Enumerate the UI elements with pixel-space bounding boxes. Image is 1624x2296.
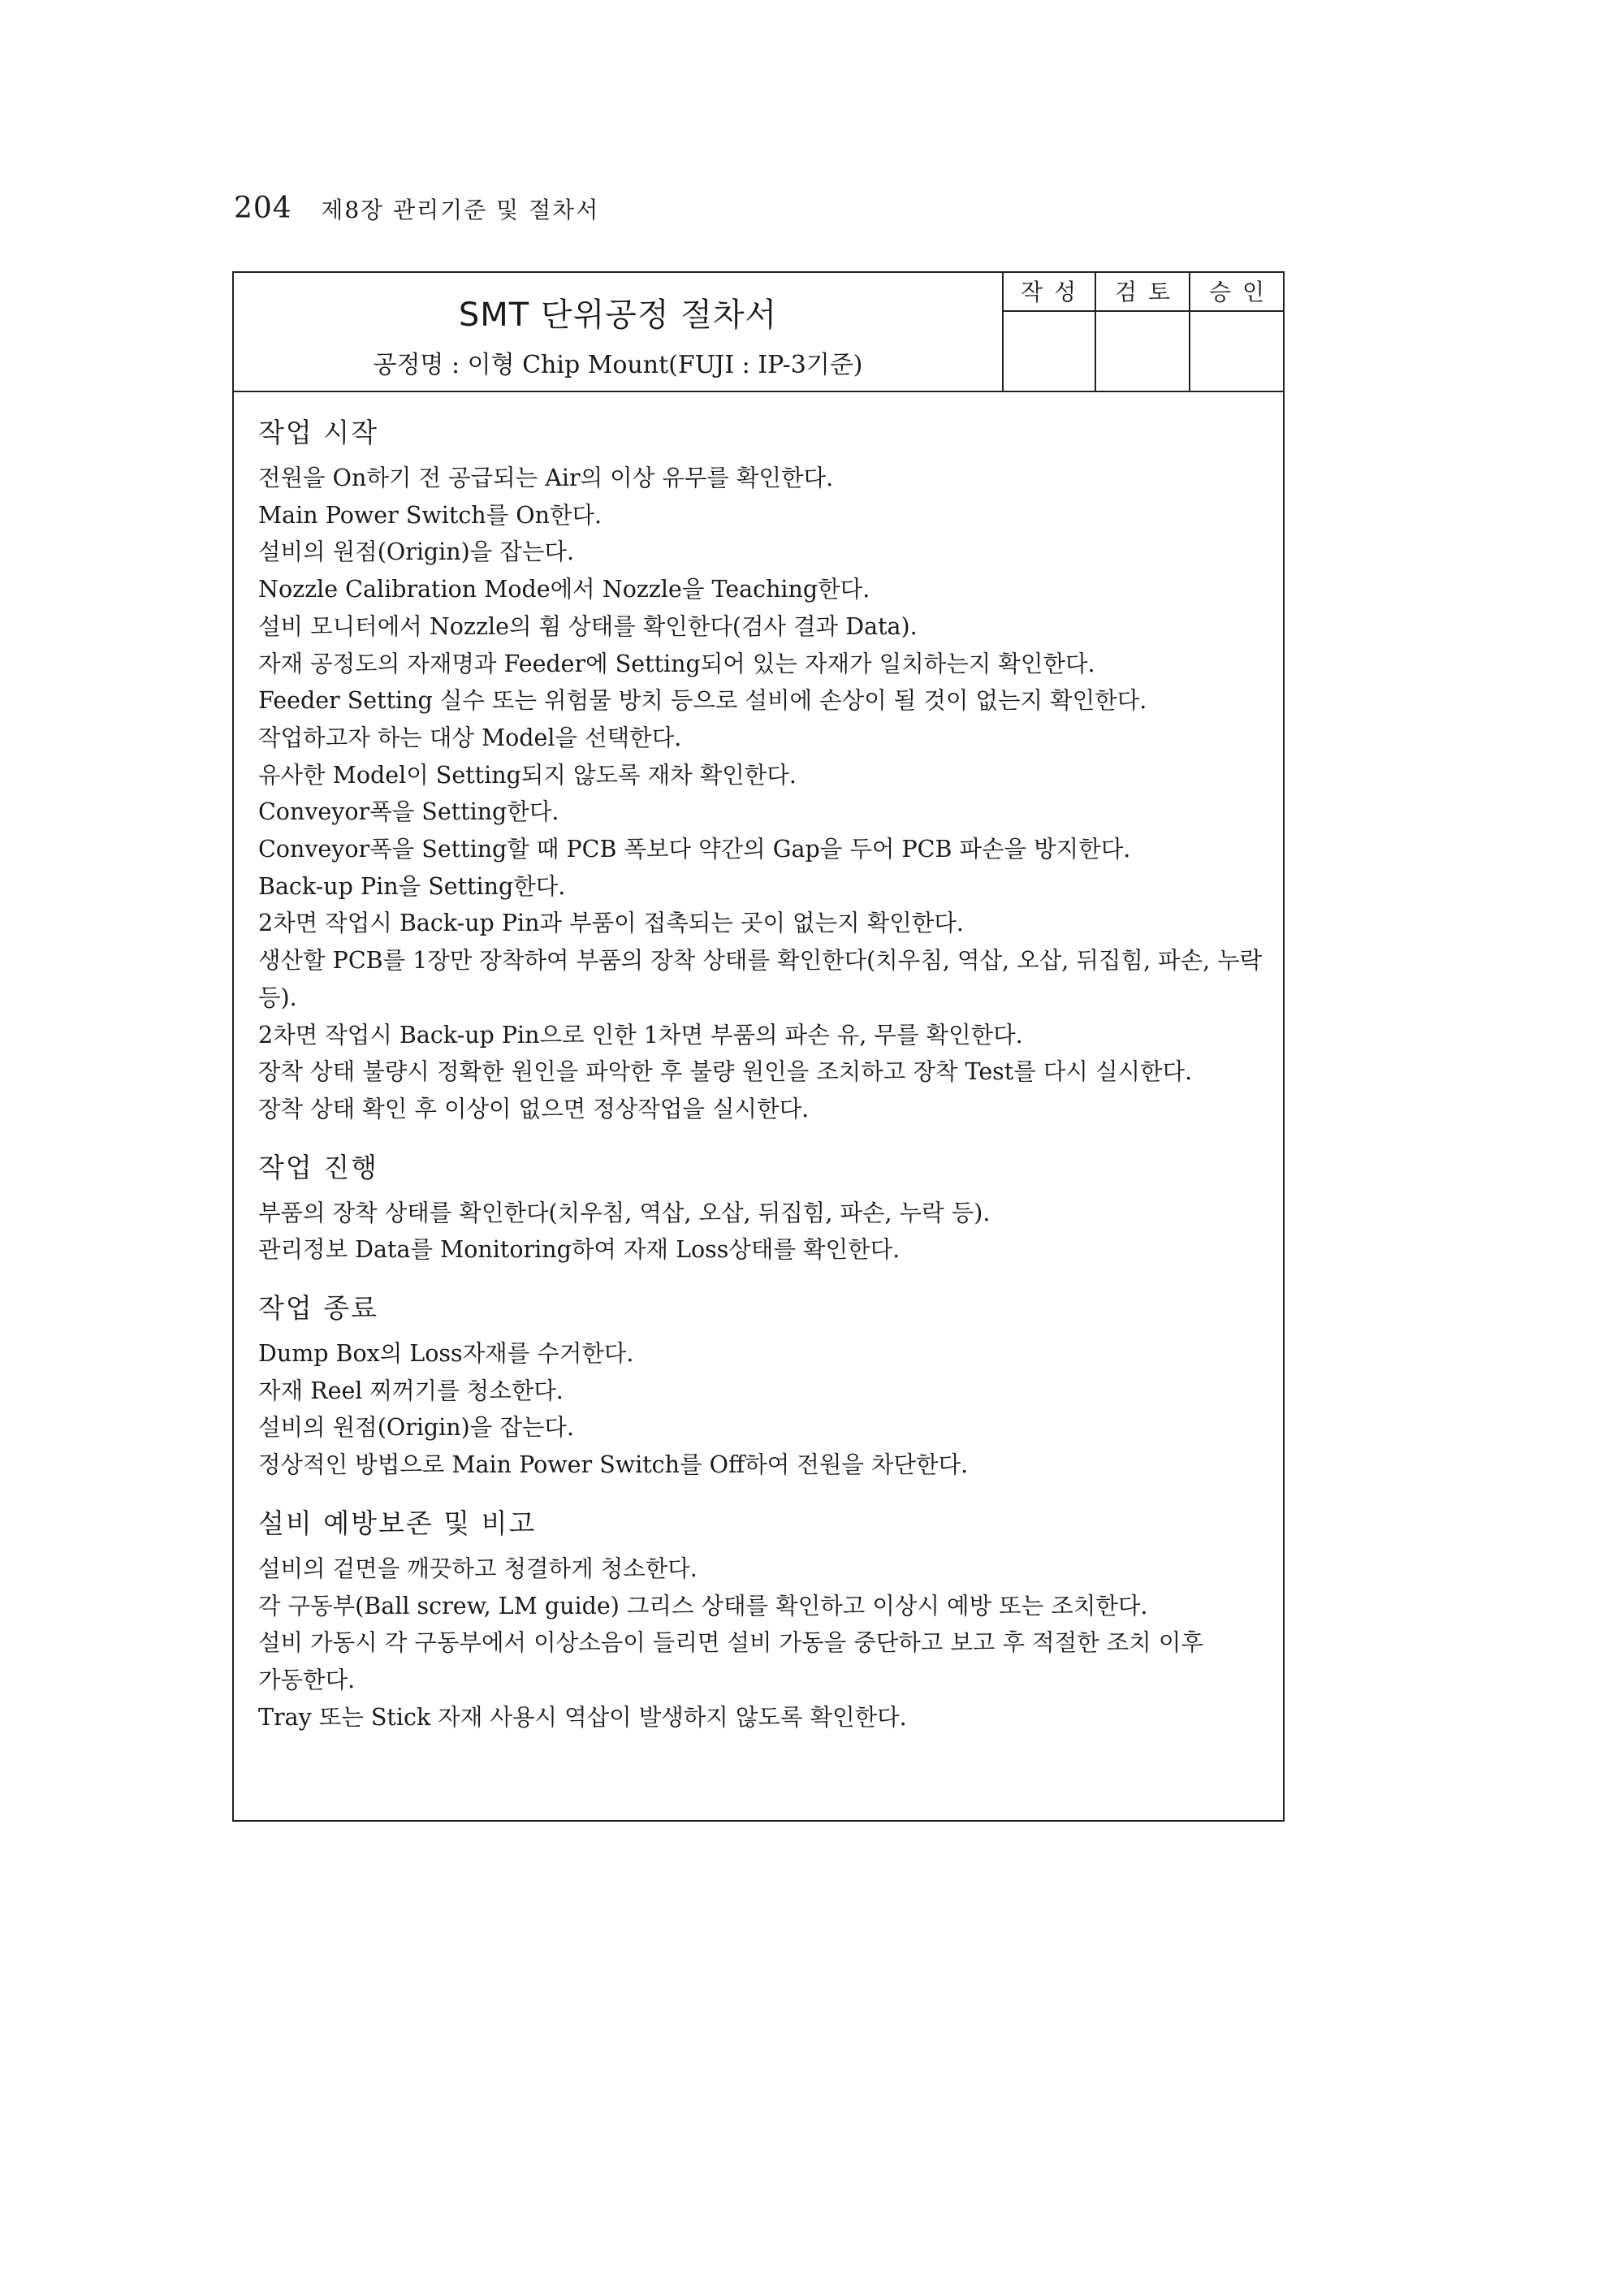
section-heading: 작업 진행: [258, 1151, 379, 1183]
procedure-document: [232, 271, 1285, 1822]
title-area: [234, 273, 1004, 391]
procedure-step: 각 구동부(Ball screw, LM guide) 그리스 상태를 확인하고 이상시 예방 또는 조치한다.: [258, 1592, 1148, 1619]
procedure-step: Main Power Switch를 On한다.: [258, 501, 603, 529]
procedure-section: [258, 1503, 1265, 1736]
procedure-step: Conveyor폭을 Setting한다.: [258, 798, 559, 826]
procedure-step: Tray 또는 Stick 자재 사용시 역삽이 발생하지 않도록 확인한다.: [258, 1703, 907, 1731]
procedure-step: 관리정보 Data를 Monitoring하여 자재 Loss상태를 확인한다.: [258, 1236, 901, 1264]
procedure-step: 설비 모니터에서 Nozzle의 휨 상태를 확인한다(검사 결과 Data).: [258, 612, 918, 640]
section-heading: 작업 시작: [258, 417, 379, 448]
section-item-list: [258, 1195, 1265, 1269]
section-item-list: [258, 1335, 1265, 1484]
procedure-section: [258, 1148, 1265, 1269]
procedure-step: 자재 Reel 찌꺼기를 청소한다.: [258, 1377, 564, 1404]
approval-column-review: [1096, 273, 1190, 391]
section-item-list: [258, 460, 1265, 1128]
page-header: [234, 192, 599, 225]
procedure-section: [258, 413, 1265, 1128]
procedure-step: 장착 상태 확인 후 이상이 없으면 정상작업을 실시한다.: [258, 1095, 810, 1122]
procedure-step: 2차면 작업시 Back-up Pin과 부품이 접촉되는 곳이 없는지 확인한다.: [258, 910, 964, 937]
approval-table: [1002, 273, 1283, 391]
procedure-step: Feeder Setting 실수 또는 위험물 방치 등으로 설비에 손상이 될 것이 없는지 확인한다.: [258, 687, 1147, 715]
approval-column-approve: [1190, 273, 1283, 391]
approval-signature-review: [1096, 312, 1189, 391]
approval-label-author: 작성: [1002, 273, 1095, 312]
procedure-step: 설비의 원점(Origin)을 잡는다.: [258, 1414, 575, 1442]
procedure-step: 부품의 장착 상태를 확인한다(치우침, 역삽, 오삽, 뒤집힘, 파손, 누락 등).: [258, 1199, 991, 1226]
section-heading: 설비 예방보존 및 비고: [258, 1507, 537, 1539]
procedure-step: 전원을 On하기 전 공급되는 Air의 이상 유무를 확인한다.: [258, 465, 834, 491]
approval-label-approve: 승인: [1190, 273, 1283, 312]
procedure-step: 작업하고자 하는 대상 Model을 선택한다.: [258, 724, 682, 751]
approval-signature-author: [1002, 312, 1095, 391]
procedure-body: [258, 413, 1265, 1755]
approval-column-author: [1002, 273, 1096, 391]
section-heading: 작업 종료: [258, 1292, 379, 1325]
chapter-title: 제8장 관리기준 및 절차서: [321, 197, 600, 223]
page-number: 204: [234, 192, 292, 225]
procedure-section: [258, 1288, 1265, 1484]
procedure-step: 생산할 PCB를 1장만 장착하여 부품의 장착 상태를 확인한다(치우침, 역삽, 오삽, 뒤집힘, 파손, 누락 등).: [258, 947, 1263, 1011]
document-title: SMT 단위공정 절차서: [458, 296, 778, 334]
approval-label-review: 검토: [1096, 273, 1189, 312]
procedure-step: 설비 가동시 각 구동부에서 이상소음이 들리면 설비 가동을 중단하고 보고 후 적절한 조치 이후 가동한다.: [258, 1629, 1203, 1693]
approval-signature-approve: [1190, 312, 1283, 391]
procedure-step: 2차면 작업시 Back-up Pin으로 인한 1차면 부품의 파손 유, 무를 확인한다.: [258, 1021, 1023, 1049]
procedure-step: 장착 상태 불량시 정확한 원인을 파악한 후 불량 원인을 조치하고 장착 Test를 다시 실시한다.: [258, 1058, 1193, 1086]
document-header-row: [234, 273, 1283, 392]
procedure-step: 정상적인 방법으로 Main Power Switch를 Off하여 전원을 차단한다.: [258, 1451, 969, 1479]
procedure-step: Dump Box의 Loss자재를 수거한다.: [258, 1340, 634, 1368]
process-name: 공정명 : 이형 Chip Mount(FUJI : IP-3기준): [373, 351, 863, 379]
procedure-step: 설비의 겉면을 깨끗하고 청결하게 청소한다.: [258, 1554, 698, 1582]
section-item-list: [258, 1550, 1265, 1736]
procedure-step: Conveyor폭을 Setting할 때 PCB 폭보다 약간의 Gap을 두어 PCB 파손을 방지한다.: [258, 836, 1131, 863]
procedure-step: 설비의 원점(Origin)을 잡는다.: [258, 538, 575, 566]
procedure-step: Nozzle Calibration Mode에서 Nozzle을 Teaching한다.: [258, 576, 870, 603]
procedure-step: Back-up Pin을 Setting한다.: [258, 872, 566, 900]
procedure-step: 자재 공정도의 자재명과 Feeder에 Setting되어 있는 자재가 일치하는지 확인한다.: [258, 650, 1095, 677]
procedure-step: 유사한 Model이 Setting되지 않도록 재차 확인한다.: [258, 761, 797, 789]
